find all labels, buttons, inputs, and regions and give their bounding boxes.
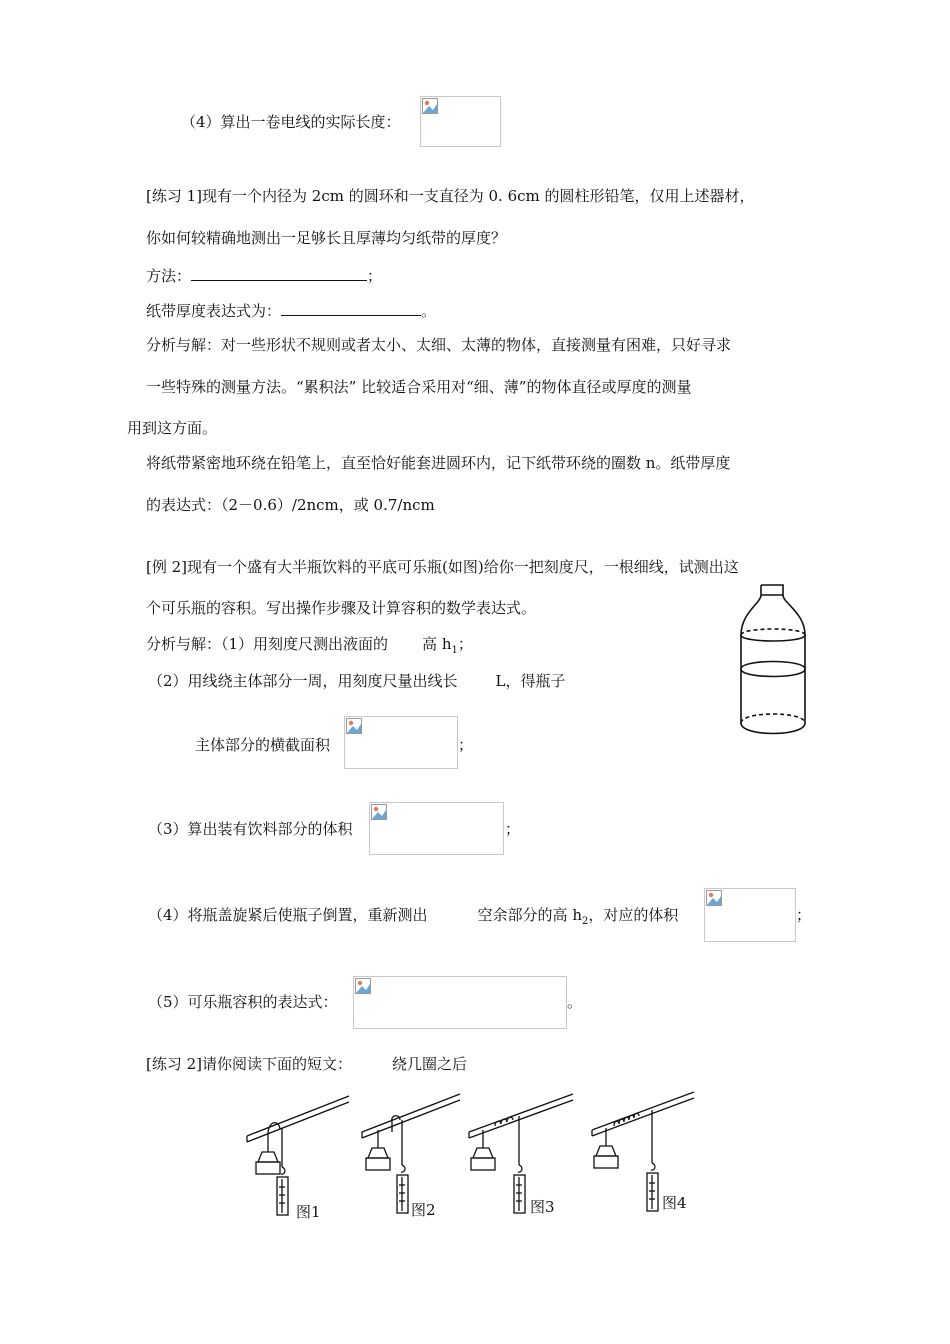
- method-line: [146, 264, 382, 286]
- method-label: 方法：: [146, 267, 192, 285]
- ex2-line1: [例 2]现有一个盛有大半瓶饮料的平底可乐瓶(如图)给你一把刻度尺，一根细线，试测出这: [146, 558, 739, 576]
- analysis-line1: 分析与解：对一些形状不规则或者太小、太细、太薄的物体，直接测量有困难，只好寻求: [146, 336, 732, 354]
- figure-1-label: 图1: [296, 1203, 321, 1221]
- figure-4-label: 图4: [662, 1194, 687, 1212]
- area-formula-image: [344, 716, 458, 769]
- volume-formula-image: [369, 802, 504, 855]
- ex2-line2: 个可乐瓶的容积。写出操作步骤及计算容积的数学表达式。: [146, 599, 537, 617]
- broken-image-icon: [422, 98, 438, 114]
- step2-end: ；: [458, 736, 474, 754]
- step4-b: 空余部分的高 h: [477, 906, 582, 924]
- step4-line: [148, 905, 678, 932]
- step2-cont: 主体部分的横截面积: [195, 736, 331, 754]
- step4-end: ；: [796, 906, 812, 924]
- step2-b: L，得瓶子: [495, 672, 566, 690]
- ex1-line1: [练习 1]现有一个内径为 2cm 的圆环和一支直径为 0. 6cm 的圆柱形铅笔，仅用上述器材，: [146, 187, 755, 205]
- figure-3-label: 图3: [530, 1198, 555, 1216]
- empty-volume-formula-image: [704, 888, 796, 942]
- step4-sub: 2: [581, 916, 589, 927]
- method-end: ；: [367, 267, 383, 285]
- step1-sub: 1: [451, 645, 458, 656]
- bottle-figure: [735, 583, 810, 740]
- q4-text: （4）算出一卷电线的实际长度：: [181, 113, 401, 131]
- broken-image-icon: [355, 978, 371, 994]
- step1-c: ；: [457, 635, 473, 653]
- step5-end: 。: [567, 993, 583, 1011]
- formula-label: 纸带厚度表达式为：: [146, 302, 282, 320]
- analysis-line3: 用到这方面。: [127, 419, 218, 437]
- solution-line1: 将纸带紧密地环绕在铅笔上，直至恰好能套进圆环内，记下纸带环绕的圈数 n。纸带厚度: [146, 454, 731, 472]
- ex3-intro: [练习 2]请你阅读下面的短文：: [146, 1055, 353, 1073]
- step4-c: ，对应的体积: [588, 906, 679, 924]
- step4-a: （4）将瓶盖旋紧后使瓶子倒置，重新测出: [148, 906, 428, 924]
- step3-line: （3）算出装有饮料部分的体积: [148, 820, 353, 838]
- formula-image: [420, 96, 501, 147]
- formula-end: 。: [421, 302, 437, 320]
- step5-line: （5）可乐瓶容积的表达式：: [148, 993, 338, 1011]
- ex1-line2: 你如何较精确地测出一足够长且厚薄均匀纸带的厚度？: [146, 229, 507, 247]
- capacity-formula-image: [353, 976, 567, 1029]
- broken-image-icon: [706, 890, 722, 906]
- figure-2-label: 图2: [411, 1201, 436, 1219]
- step2-line: [148, 671, 566, 691]
- formula-blank: [281, 299, 421, 316]
- step1-a: 分析与解：（1）用刻度尺测出液面的: [146, 635, 389, 653]
- ex3-title: 绕几圈之后: [392, 1055, 468, 1073]
- step1-b: 高 h: [422, 635, 452, 653]
- solution-line2: 的表达式：（2－0.6）/2ncm，或 0.7/ncm: [146, 496, 435, 514]
- broken-image-icon: [371, 804, 387, 820]
- broken-image-icon: [346, 718, 362, 734]
- step1-line: [146, 634, 473, 661]
- analysis-line2: 一些特殊的测量方法。“累积法” 比较适合采用对“细、薄”的物体直径或厚度的测量: [146, 378, 692, 396]
- step3-end: ；: [505, 820, 521, 838]
- step2-a: （2）用线绕主体部分一周，用刻度尺量出线长: [148, 672, 458, 690]
- figure-3: [467, 1090, 577, 1220]
- ex3-line1: [146, 1054, 467, 1074]
- method-blank: [191, 264, 367, 281]
- formula-line: [146, 299, 436, 321]
